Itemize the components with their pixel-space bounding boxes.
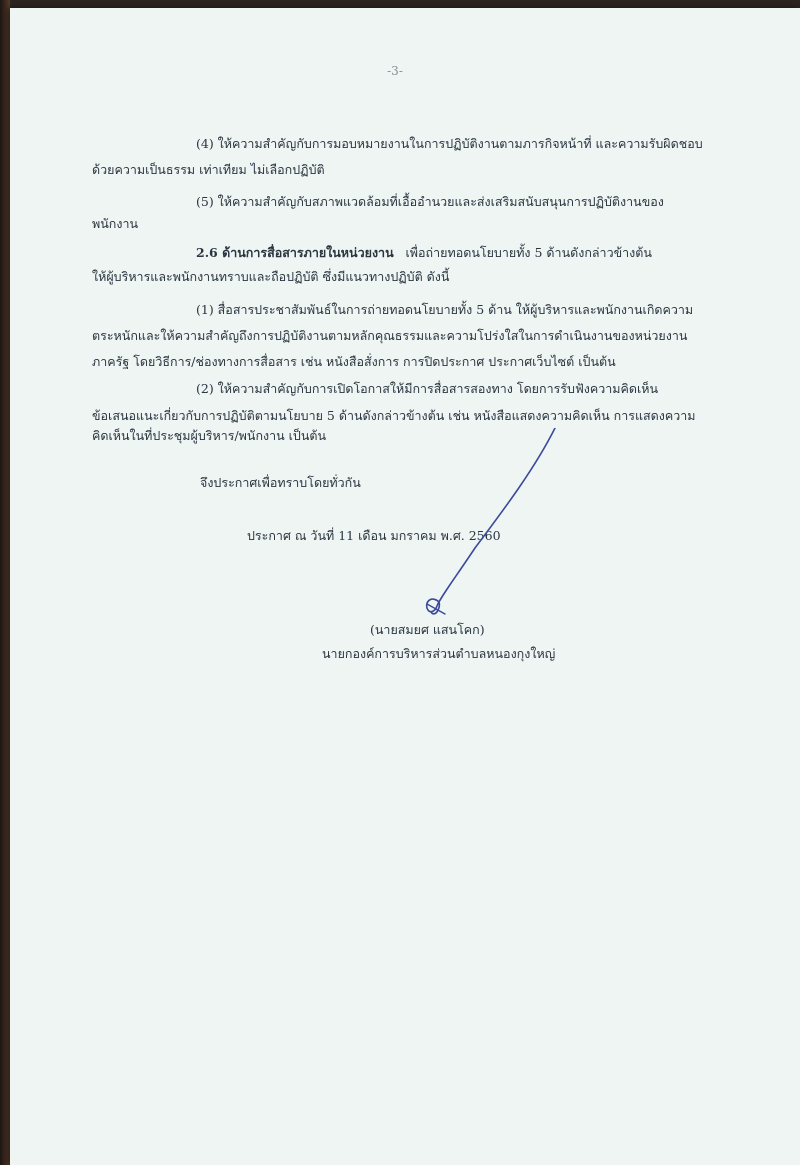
signer-name: (นายสมยศ แสนโคก)	[370, 622, 485, 637]
section-2-6-intro: เพื่อถ่ายทอดนโยบายทั้ง 5 ด้านดังกล่าวข้างต้น	[405, 245, 652, 260]
signer-title: นายกองค์การบริหารส่วนตำบลหนองกุงใหญ่	[322, 646, 556, 661]
sub1-line3: ภาครัฐ โดยวิธีการ/ช่องทางการสื่อสาร เช่น หนังสือสั่งการ การปิดประกาศ ประกาศเว็บไซต์ เป็นต้น	[92, 354, 616, 369]
page-number: -3-	[387, 64, 403, 78]
sub2-line2: ข้อเสนอแนะเกี่ยวกับการปฏิบัติตามนโยบาย 5 ด้านดังกล่าวข้างต้น เช่น หนังสือแสดงความคิดเห็น การแสดงความ	[92, 408, 696, 423]
background-edge	[0, 0, 10, 1165]
item4-line1: (4) ให้ความสำคัญกับการมอบหมายงานในการปฏิบัติงานตามภารกิจหน้าที่ และความรับผิดชอบ	[196, 136, 703, 151]
sub2-line1: (2) ให้ความสำคัญกับการเปิดโอกาสให้มีการสื่อสารสองทาง โดยการรับฟังความคิดเห็น	[196, 381, 659, 396]
section-heading: 2.6 ด้านการสื่อสารภายในหน่วยงาน	[196, 245, 394, 260]
date-line: ประกาศ ณ วันที่ 11 เดือน มกราคม พ.ศ. 2560	[247, 528, 501, 543]
item5-line1: (5) ให้ความสำคัญกับสภาพแวดล้อมที่เอื้ออำนวยและส่งเสริมสนับสนุนการปฏิบัติงานของ	[196, 194, 664, 209]
announcement: จึงประกาศเพื่อทราบโดยทั่วกัน	[200, 475, 361, 490]
sub1-line2: ตระหนักและให้ความสำคัญถึงการปฏิบัติงานตามหลักคุณธรรมและความโปร่งใสในการดำเนินงานของหน่วยงาน	[92, 328, 688, 343]
item4-line2: ด้วยความเป็นธรรม เท่าเทียม ไม่เลือกปฏิบัติ	[92, 162, 325, 177]
sub1-line1: (1) สื่อสารประชาสัมพันธ์ในการถ่ายทอดนโยบายทั้ง 5 ด้าน ให้ผู้บริหารและพนักงานเกิดความ	[196, 302, 694, 317]
sub2-line3: คิดเห็นในที่ประชุมผู้บริหาร/พนักงาน เป็นต้น	[92, 428, 327, 443]
section-2-6-line2: ให้ผู้บริหารและพนักงานทราบและถือปฏิบัติ ซึ่งมีแนวทางปฏิบัติ ดังนี้	[92, 269, 450, 284]
item5-line2: พนักงาน	[92, 216, 139, 231]
handwritten-signature	[415, 428, 575, 628]
document-page	[10, 8, 800, 1165]
section-2-6-line1	[196, 245, 652, 261]
